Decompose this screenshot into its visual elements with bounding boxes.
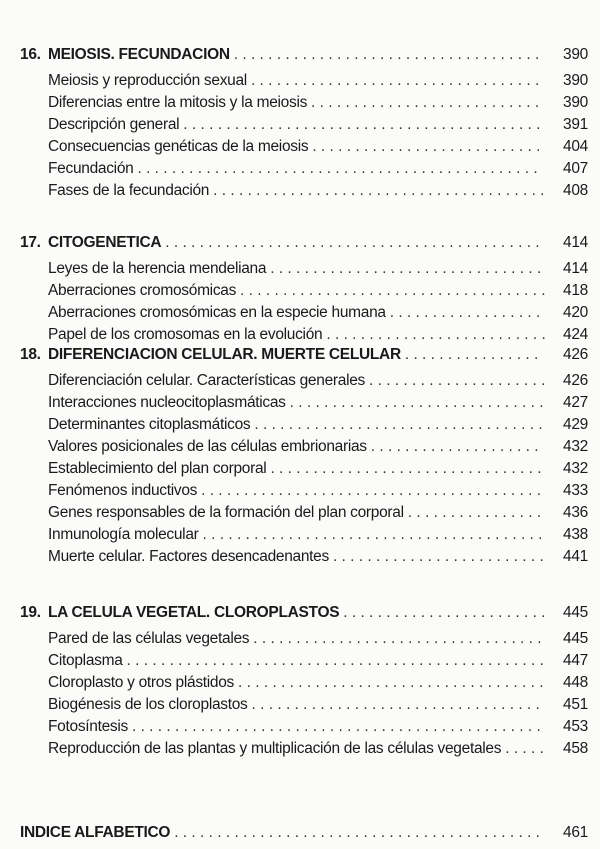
page-number: 453 [563, 718, 588, 735]
chapter-heading [0, 344, 600, 366]
chapter-number: 18. [20, 346, 41, 363]
chapter-title: LA CELULA VEGETAL. CLOROPLASTOS [48, 604, 340, 621]
page-number: 448 [563, 674, 588, 691]
page-number: 438 [563, 526, 588, 543]
dot-leader: .................. [389, 304, 545, 321]
index-section [0, 822, 600, 848]
toc-entry [0, 258, 600, 280]
page-number: 429 [563, 416, 588, 433]
dot-leader: ........................... [311, 94, 544, 111]
toc-entry [0, 136, 600, 158]
dot-leader: .................................. [250, 72, 544, 89]
toc-entry [0, 302, 600, 324]
entry-title: Descripción general [48, 116, 180, 133]
chapter-heading [0, 602, 600, 624]
page-number: 390 [563, 94, 588, 111]
chapter-number: 19. [20, 604, 41, 621]
toc-entry [0, 70, 600, 92]
dot-leader: ................................ [270, 260, 546, 277]
entry-title: Inmunología molecular [48, 526, 199, 543]
dot-leader: ........................... [312, 138, 545, 155]
dot-leader: ........................ [343, 604, 550, 621]
toc-entry [0, 524, 600, 546]
toc-entry [0, 650, 600, 672]
page-number: 414 [563, 234, 588, 251]
entry-title: Fenómenos inductivos [48, 482, 198, 499]
dot-leader: ........................................... [174, 824, 545, 841]
toc-entry [0, 392, 600, 414]
toc-entry [0, 694, 600, 716]
chapter-number: 17. [20, 234, 41, 251]
dot-leader: ............................................... [137, 160, 542, 177]
dot-leader: .............................. [289, 394, 548, 411]
page-number: 414 [563, 260, 588, 277]
page-number: 407 [563, 160, 588, 177]
toc-entry [0, 628, 600, 650]
page-number: 390 [563, 72, 588, 89]
dot-leader: ........................................ [201, 482, 546, 499]
chapter-title: INDICE ALFABETICO [20, 824, 171, 841]
chapter-section [0, 602, 600, 760]
dot-leader: .................................... [238, 674, 548, 691]
dot-leader: .................................. [253, 630, 546, 647]
page-number: 436 [563, 504, 588, 521]
entry-title: Meiosis y reproducción sexual [48, 72, 247, 89]
toc-entry [0, 324, 600, 346]
entry-title: Pared de las células vegetales [48, 630, 250, 647]
dot-leader: ......................... [332, 548, 549, 565]
entry-title: Determinantes citoplasmáticos [48, 416, 251, 433]
entry-title: Interacciones nucleocitoplasmáticas [48, 394, 286, 411]
dot-leader: ................................................. [126, 652, 549, 669]
page-number: 408 [563, 182, 588, 199]
entry-title: Papel de los cromosomas en la evolución [48, 326, 323, 343]
chapter-title: DIFERENCIACION CELULAR. MUERTE CELULAR [48, 346, 401, 363]
entry-title: Valores posicionales de las células embrionarias [48, 438, 367, 455]
page-number: 426 [563, 372, 588, 389]
dot-leader: ........................................ [202, 526, 547, 543]
chapter-section [0, 344, 600, 568]
page-number: 404 [563, 138, 588, 155]
chapter-title: CITOGENETICA [48, 234, 162, 251]
chapter-heading [0, 44, 600, 66]
toc-entry [0, 458, 600, 480]
dot-leader: ................................ [270, 460, 546, 477]
dot-leader: ............................................ [165, 234, 544, 251]
toc-entry [0, 180, 600, 202]
page-number: 391 [563, 116, 588, 133]
dot-leader: .................... [370, 438, 543, 455]
page-number: 447 [563, 652, 588, 669]
page-number: 458 [563, 740, 588, 757]
page-number: 461 [563, 824, 588, 841]
toc-entry [0, 480, 600, 502]
toc-entry [0, 716, 600, 738]
entry-title: Establecimiento del plan corporal [48, 460, 267, 477]
page-number: 427 [563, 394, 588, 411]
page-number: 451 [563, 696, 588, 713]
entry-title: Consecuencias genéticas de la meiosis [48, 138, 309, 155]
dot-leader: .................................. [254, 416, 547, 433]
toc-entry [0, 502, 600, 524]
dot-leader: .......................... [326, 326, 551, 343]
page-number: 418 [563, 282, 588, 299]
page-number: 424 [563, 326, 588, 343]
entry-title: Citoplasma [48, 652, 123, 669]
dot-leader: ..... [505, 740, 549, 757]
dot-leader: .................................... [233, 46, 544, 63]
toc-entry [0, 92, 600, 114]
page-number: 432 [563, 438, 588, 455]
chapter-number: 16. [20, 46, 41, 63]
chapter-section [0, 232, 600, 346]
page-number: 426 [563, 346, 588, 363]
toc-entry [0, 546, 600, 568]
toc-entry [0, 414, 600, 436]
entry-title: Biogénesis de los cloroplastos [48, 696, 248, 713]
dot-leader: .................................... [240, 282, 550, 299]
dot-leader: .................................. [251, 696, 545, 713]
page-number: 420 [563, 304, 588, 321]
chapter-section [0, 44, 600, 202]
entry-title: Leyes de la herencia mendeliana [48, 260, 267, 277]
toc-entry [0, 280, 600, 302]
dot-leader: ................ [407, 504, 546, 521]
dot-leader: ....................................... [213, 182, 549, 199]
entry-title: Aberraciones cromosómicas en la especie humana [48, 304, 386, 321]
entry-title: Muerte celular. Factores desencadenantes [48, 548, 329, 565]
entry-title: Diferencias entre la mitosis y la meiosis [48, 94, 308, 111]
entry-title: Fecundación [48, 160, 134, 177]
page-number: 445 [563, 604, 588, 621]
index-heading [0, 822, 600, 844]
toc-entry [0, 114, 600, 136]
dot-leader: .......................................... [183, 116, 545, 133]
toc-entry [0, 738, 600, 760]
page-number: 432 [563, 460, 588, 477]
toc-entry [0, 370, 600, 392]
chapter-title: MEIOSIS. FECUNDACION [48, 46, 230, 63]
dot-leader: ..................... [368, 372, 550, 389]
page-number: 441 [563, 548, 588, 565]
toc-entry [0, 158, 600, 180]
toc-entry [0, 436, 600, 458]
page-number: 390 [563, 46, 588, 63]
entry-title: Aberraciones cromosómicas [48, 282, 237, 299]
page-number: 433 [563, 482, 588, 499]
toc-entry [0, 672, 600, 694]
page-number: 445 [563, 630, 588, 647]
chapter-heading [0, 232, 600, 254]
dot-leader: ................ [404, 346, 543, 363]
entry-title: Fotosíntesis [48, 718, 128, 735]
entry-title: Cloroplasto y otros plástidos [48, 674, 235, 691]
entry-title: Genes responsables de la formación del plan corporal [48, 504, 404, 521]
dot-leader: ................................................ [131, 718, 546, 735]
entry-title: Fases de la fecundación [48, 182, 210, 199]
entry-title: Reproducción de las plantas y multiplicación de las células vegetales [48, 740, 502, 757]
entry-title: Diferenciación celular. Características generales [48, 372, 365, 389]
